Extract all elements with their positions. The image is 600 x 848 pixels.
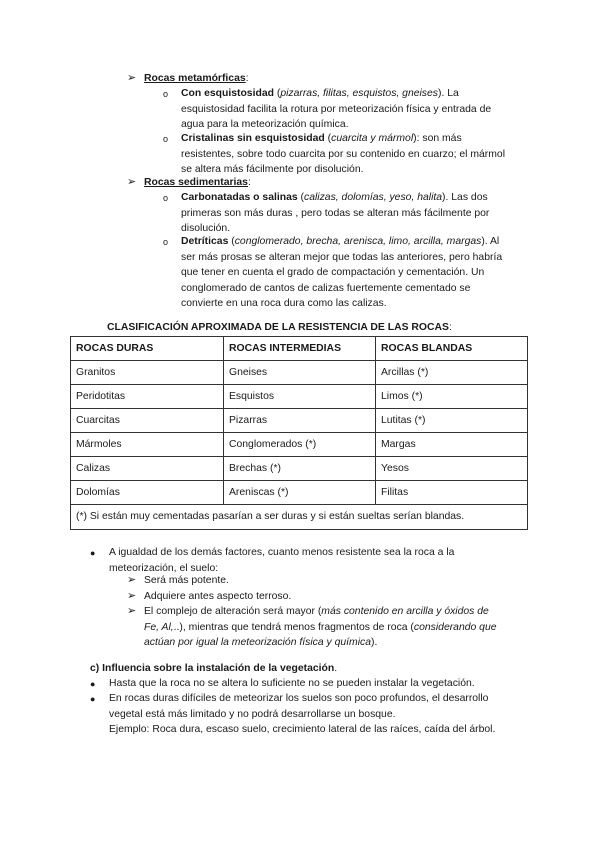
item-bold: Con esquistosidad <box>181 88 274 99</box>
item-line: conglomerado de cantos de calizas fuertemente cementado se <box>181 282 471 294</box>
table-row <box>71 457 528 481</box>
table-cell: Esquistos <box>224 385 376 409</box>
table-row <box>71 481 528 505</box>
item-line: resistentes, sobre todo cuarcita por su contenido en cuarzo; el mármol <box>181 148 506 160</box>
section-c-bullet1: Hasta que la roca no se altera lo suficiente no se pueden instalar la vegetación. <box>109 678 475 689</box>
header-blandas: ROCAS BLANDAS <box>376 337 528 361</box>
table-cell: Margas <box>376 433 528 457</box>
table-cell: Mármoles <box>71 433 224 457</box>
arrow-bullet-icon: ➢ <box>127 176 137 188</box>
item-open: ( <box>324 133 332 144</box>
item-line: que tener en cuenta el grado de compactación y cementación. Un <box>181 267 485 279</box>
bullet-dot-icon: ● <box>90 679 96 689</box>
igualdad-paragraph <box>109 545 529 576</box>
sub3-text: ..), mientras que tendrá menos fragmentos de roca ( <box>173 621 414 633</box>
table-cell: Gneises <box>224 361 376 385</box>
item-bold: Carbonatadas o salinas <box>181 192 298 203</box>
arrow-bullet-icon: ➢ <box>127 590 137 602</box>
bullet2-line: Ejemplo: Roca dura, escaso suelo, crecimiento lateral de las raíces, caída del árbol. <box>109 724 496 736</box>
table-note-row <box>71 505 528 530</box>
section-c-bullet2 <box>109 691 539 738</box>
item-italic: calizas, dolomías, yeso, halita <box>304 192 443 203</box>
header-intermedias: ROCAS INTERMEDIAS <box>224 337 376 361</box>
igualdad-sub3 <box>144 604 528 651</box>
item-line: disolución. <box>181 223 231 235</box>
sub3-italic: considerando que <box>413 621 497 633</box>
header-duras: ROCAS DURAS <box>71 337 224 361</box>
table-cell: Calizas <box>71 457 224 481</box>
section-c-period: . <box>334 663 338 674</box>
igualdad-line: meteorización, el suelo: <box>109 562 219 574</box>
item-line: agua para la meteorización química. <box>181 119 349 131</box>
item-bold: Detríticas <box>181 236 229 247</box>
sedimentarias-title: Rocas sedimentarias <box>144 177 248 188</box>
section-c-heading <box>90 661 337 677</box>
item-close: ). Las dos <box>442 192 488 203</box>
table-cell: Arcillas (*) <box>376 361 528 385</box>
table-row <box>71 361 528 385</box>
igualdad-sub2: Adquiere antes aspecto terroso. <box>144 591 292 602</box>
heading-sedimentarias <box>144 175 251 191</box>
item-line: convierte en una roca dura como las calizas. <box>181 298 387 310</box>
arrow-bullet-icon: ➢ <box>127 605 137 617</box>
item-line: esquistosidad facilita la rotura por meteorización física y entrada de <box>181 103 492 115</box>
heading-metamorficas <box>144 71 249 87</box>
item-italic: pizarras, filitas, esquistos, gneises <box>280 88 438 99</box>
section-c-title: c) Influencia sobre la instalación de la vegetación <box>90 663 335 674</box>
item-line: se altera más fácilmente por disolución. <box>181 164 364 176</box>
item-line: ser más prosas se alteran mejor que todas las anteriores, pero habría <box>181 251 503 263</box>
item-close: ). Al <box>481 236 500 247</box>
item-close: ): son más <box>413 133 462 144</box>
sub3-italic: más contenido en arcilla y óxidos de <box>321 606 489 617</box>
table-cell: Filitas <box>376 481 528 505</box>
table-cell: Dolomías <box>71 481 224 505</box>
sub3-italic: Fe, Al, <box>144 621 174 633</box>
item-open: ( <box>228 236 235 247</box>
bullet2-line: vegetal está más limitado y no podrá desarrollarse un bosque. <box>109 708 396 720</box>
item-open: ( <box>273 88 281 99</box>
table-cell: Limos (*) <box>376 385 528 409</box>
table-caption-colon: : <box>448 322 452 333</box>
bullet-dot-icon: ● <box>90 548 96 558</box>
sub3-text: El complejo de alteración será mayor ( <box>144 606 322 617</box>
sub3-italic: actúan por igual la meteorización física y química <box>144 637 371 649</box>
item-cristalinas <box>181 131 526 178</box>
table-caption <box>107 320 452 336</box>
item-carbonatadas <box>181 190 526 237</box>
table-row <box>71 433 528 457</box>
rock-resistance-table <box>70 336 528 530</box>
arrow-bullet-icon: ➢ <box>127 574 137 586</box>
table-cell: Pizarras <box>224 409 376 433</box>
igualdad-sub1: Será más potente. <box>144 575 229 586</box>
table-cell: Granitos <box>71 361 224 385</box>
item-close: ). La <box>437 88 459 99</box>
igualdad-line: A igualdad de los demás factores, cuanto menos resistente sea la roca a la <box>109 547 455 558</box>
metamorficas-colon: : <box>245 73 249 84</box>
item-con-esquistosidad <box>181 86 526 133</box>
item-line: primeras son más duras , pero todas se alteran más fácilmente por <box>181 207 490 219</box>
table-cell: Brechas (*) <box>224 457 376 481</box>
table-cell: Conglomerados (*) <box>224 433 376 457</box>
table-row <box>71 409 528 433</box>
bullet-dot-icon: ● <box>90 694 96 704</box>
bullet2-line: En rocas duras difíciles de meteorizar los suelos son poco profundos, el desarrollo <box>109 693 489 704</box>
metamorficas-title: Rocas metamórficas <box>144 73 246 84</box>
table-cell: Lutitas (*) <box>376 409 528 433</box>
sedimentarias-colon: : <box>247 177 251 188</box>
table-header-row <box>71 337 528 361</box>
item-bold: Cristalinas sin esquistosidad <box>181 133 325 144</box>
table-note: (*) Si están muy cementadas pasarían a ser duras y si están sueltas serían blandas. <box>71 505 528 530</box>
circle-bullet-icon: o <box>163 134 169 144</box>
arrow-bullet-icon: ➢ <box>127 72 137 84</box>
table-row <box>71 385 528 409</box>
table-caption-text: CLASIFICACIÓN APROXIMADA DE LA RESISTENCIA DE LAS ROCAS <box>107 322 449 333</box>
item-detriticas <box>181 234 526 312</box>
item-italic: cuarcita y mármol <box>331 133 414 144</box>
table-cell: Yesos <box>376 457 528 481</box>
circle-bullet-icon: o <box>163 89 169 99</box>
circle-bullet-icon: o <box>163 193 169 203</box>
table-cell: Areniscas (*) <box>224 481 376 505</box>
item-italic: conglomerado, brecha, arenisca, limo, arcilla, margas <box>234 236 482 247</box>
sub3-text: ). <box>370 637 378 649</box>
table-cell: Peridotitas <box>71 385 224 409</box>
item-open: ( <box>297 192 305 203</box>
circle-bullet-icon: o <box>163 237 169 247</box>
table-cell: Cuarcitas <box>71 409 224 433</box>
